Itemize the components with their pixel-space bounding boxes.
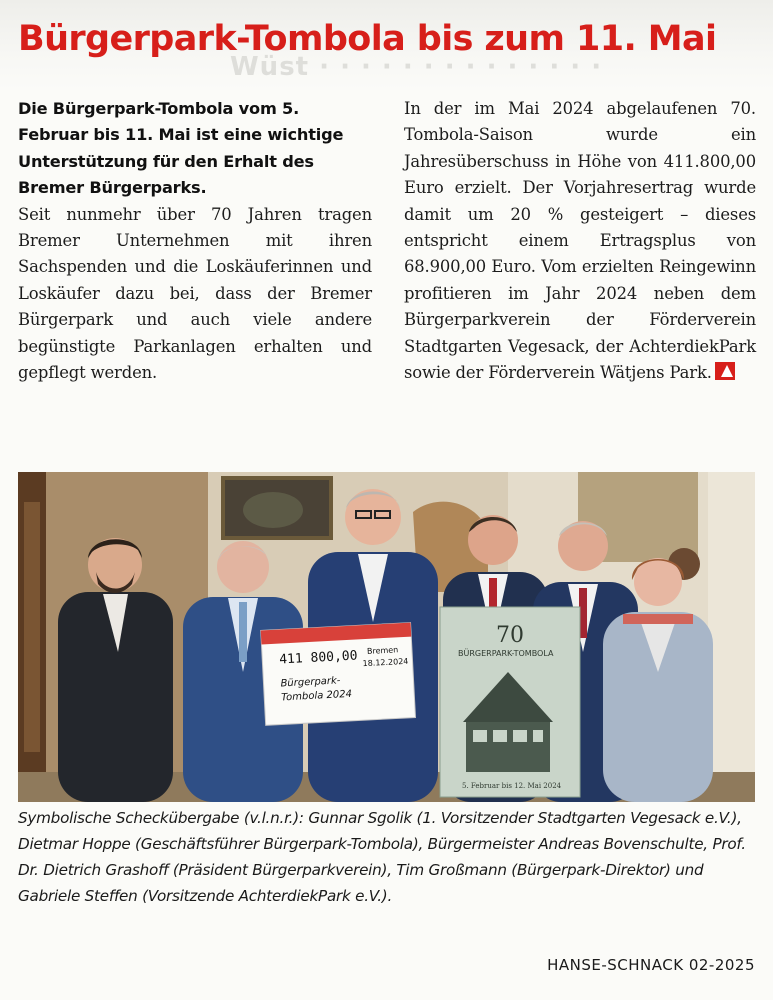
check-amount: 411 800,00 [278, 648, 358, 668]
tombola-poster [440, 607, 580, 797]
right-column [404, 96, 756, 386]
left-column [18, 96, 372, 386]
photo-caption: Symbolische Scheckübergabe (v.l.n.r.): Gunnar Sgolik (1. Vorsitzender Stadtgarten Vegesack e.V.), Dietmar Hoppe (Geschäftsführer Bürgerpark-Tombola), Bürgermeister Andreas Bovenschulte, Prof. Dr. Dietrich Grashoff (Präsident Bürgerparkverein), Tim Großmann (Bürgerpark-Direktor) und Gabriele Steffen (Vorsitzende AchterdiekPark e.V.). [18, 809, 746, 905]
headline: Bürgerpark-Tombola bis zum 11. Mai [18, 19, 717, 59]
end-mark-icon [715, 362, 735, 380]
check-memo-line2: Tombola 2024 [281, 688, 353, 704]
check-date: 18.12.2024 [362, 656, 409, 669]
group-photo [18, 472, 755, 802]
left-body-paragraph: Seit nunmehr über 70 Jahren tragen Bremer Unternehmen mit ihren Sachspenden und die Loskäuferinnen und Loskäufer dazu bei, dass der Bremer Bürgerpark und auch viele andere begünstigte Parkanlagen erhalten und gepflegt werden. [18, 204, 372, 383]
poster-number: 70 [496, 623, 524, 648]
check-memo-line1: Bürgerpark- [280, 675, 341, 690]
lead-paragraph: Die Bürgerpark-Tombola vom 5. Februar bis 11. Mai ist eine wichtige Unterstützung für den Erhalt des Bremer Bürgerparks. [18, 99, 344, 198]
right-body-paragraph [404, 96, 756, 386]
check-city: Bremen [366, 645, 399, 656]
issue-footer: HANSE-SCHNACK 02-2025 [547, 956, 755, 974]
right-body-text: In der im Mai 2024 abgelaufenen 70. Tombola-Saison wurde ein Jahresüberschuss in Höhe von 411.800,00 Euro erzielt. Der Vorjahresertrag wurde damit um 20 % gesteigert – dieses entspricht einem Ertragsplus von 68.900,00 Euro. Vom erzielten Reingewinn profitieren im Jahr 2024 neben dem Bürgerparkverein der Förderverein Stadtgarten Vegesack, der AchterdiekPark sowie der Förderverein Wätjens Park. [404, 99, 756, 383]
poster-subtitle: BÜRGERPARK-TOMBOLA [458, 649, 554, 658]
check [261, 623, 416, 726]
poster-dates: 5. Februar bis 12. Mai 2024 [462, 782, 562, 790]
bleed-through-text: Wüst · · · · · · · · · · · · · · [230, 52, 603, 82]
